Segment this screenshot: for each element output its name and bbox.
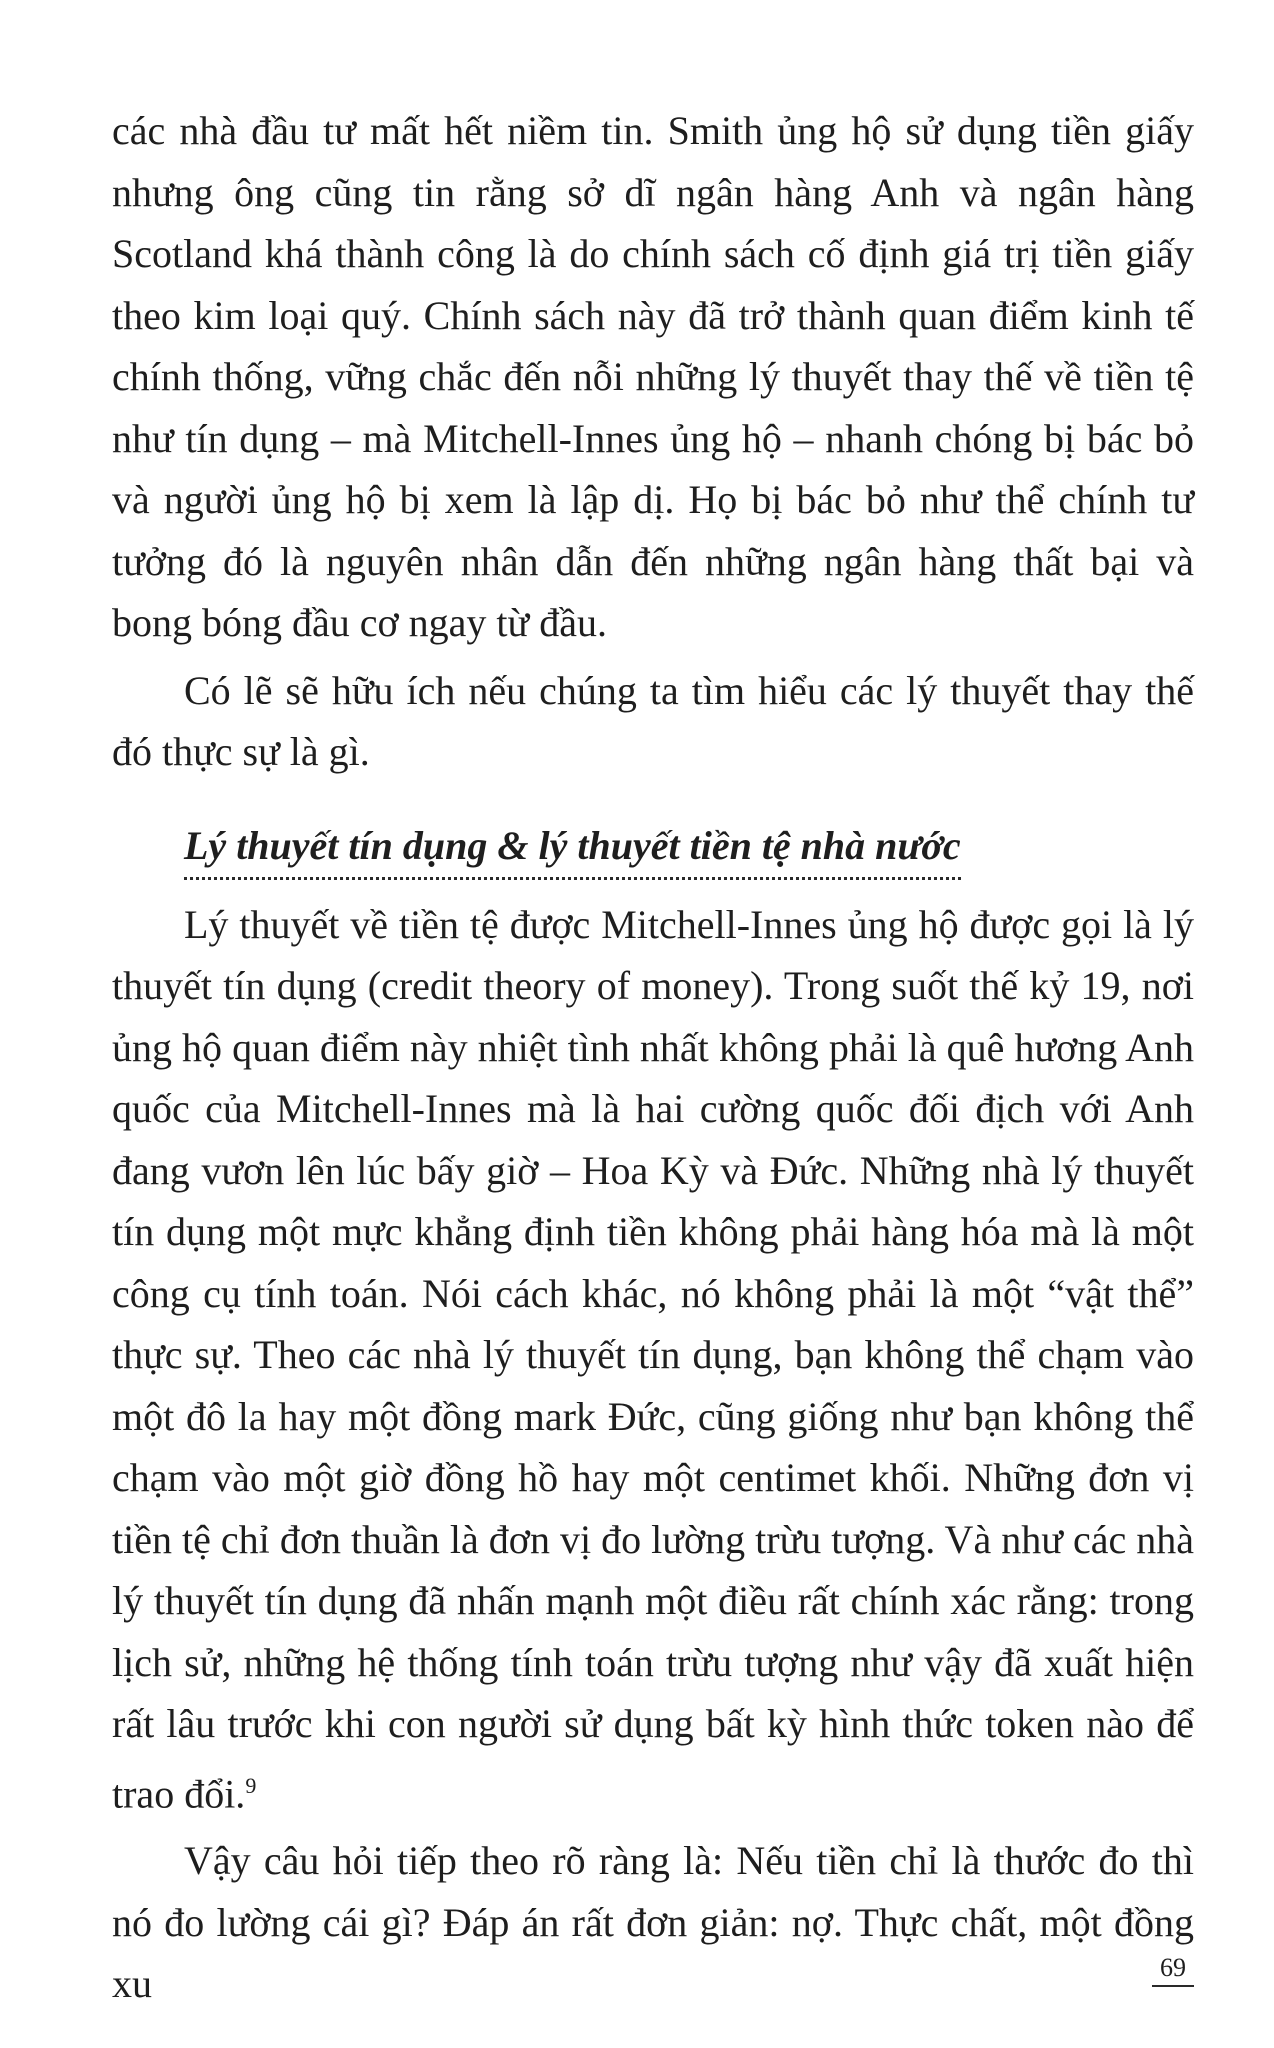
- paragraph-3: [112, 894, 1194, 1825]
- footnote-marker: 9: [245, 1772, 257, 1798]
- section-heading-wrapper: [112, 783, 1194, 890]
- book-page: [112, 100, 1194, 2015]
- paragraph-1: các nhà đầu tư mất hết niềm tin. Smith ủng hộ sử dụng tiền giấy nhưng ông cũng tin rằng sở dĩ ngân hàng Anh và ngân hàng Scotland khá thành công là do chính sách cố định giá trị tiền giấy theo kim loại quý. Chính sách này đã trở thành quan điểm kinh tế chính thống, vững chắc đến nỗi những lý thuyết thay thế về tiền tệ như tín dụng – mà Mitchell-Innes ủng hộ – nhanh chóng bị bác bỏ và người ủng hộ bị xem là lập dị. Họ bị bác bỏ như thể chính tư tưởng đó là nguyên nhân dẫn đến những ngân hàng thất bại và bong bóng đầu cơ ngay từ đầu.: [112, 108, 1194, 645]
- paragraph-4: Vậy câu hỏi tiếp theo rõ ràng là: Nếu tiền chỉ là thước đo thì nó đo lường cái gì? Đáp án rất đơn giản: nợ. Thực chất, một đồng xu: [112, 1838, 1194, 2007]
- section-heading: Lý thuyết tín dụng & lý thuyết tiền tệ nhà nước: [184, 817, 961, 880]
- paragraph-3-text: Lý thuyết về tiền tệ được Mitchell-Innes ủng hộ được gọi là lý thuyết tín dụng (credit theory of money). Trong suốt thế kỷ 19, nơi ủng hộ quan điểm này nhiệt tình nhất không phải là quê hương Anh quốc của Mitchell-Innes mà là hai cường quốc đối địch với Anh đang vươn lên lúc bấy giờ – Hoa Kỳ và Đức. Những nhà lý thuyết tín dụng một mực khẳng định tiền không phải hàng hóa mà là một công cụ tính toán. Nói cách khác, nó không phải là một “vật thể” thực sự. Theo các nhà lý thuyết tín dụng, bạn không thể chạm vào một đô la hay một đồng mark Đức, cũng giống như bạn không thể chạm vào một giờ đồng hồ hay một centimet khối. Những đơn vị tiền tệ chỉ đơn thuần là đơn vị đo lường trừu tượng. Và như các nhà lý thuyết tín dụng đã nhấn mạnh một điều rất chính xác rằng: trong lịch sử, những hệ thống tính toán trừu tượng như vậy đã xuất hiện rất lâu trước khi con người sử dụng bất kỳ hình thức token nào để trao đổi.: [112, 901, 1194, 1816]
- page-number: 69: [1152, 1953, 1194, 1987]
- paragraph-2: Có lẽ sẽ hữu ích nếu chúng ta tìm hiểu các lý thuyết thay thế đó thực sự là gì.: [112, 667, 1194, 774]
